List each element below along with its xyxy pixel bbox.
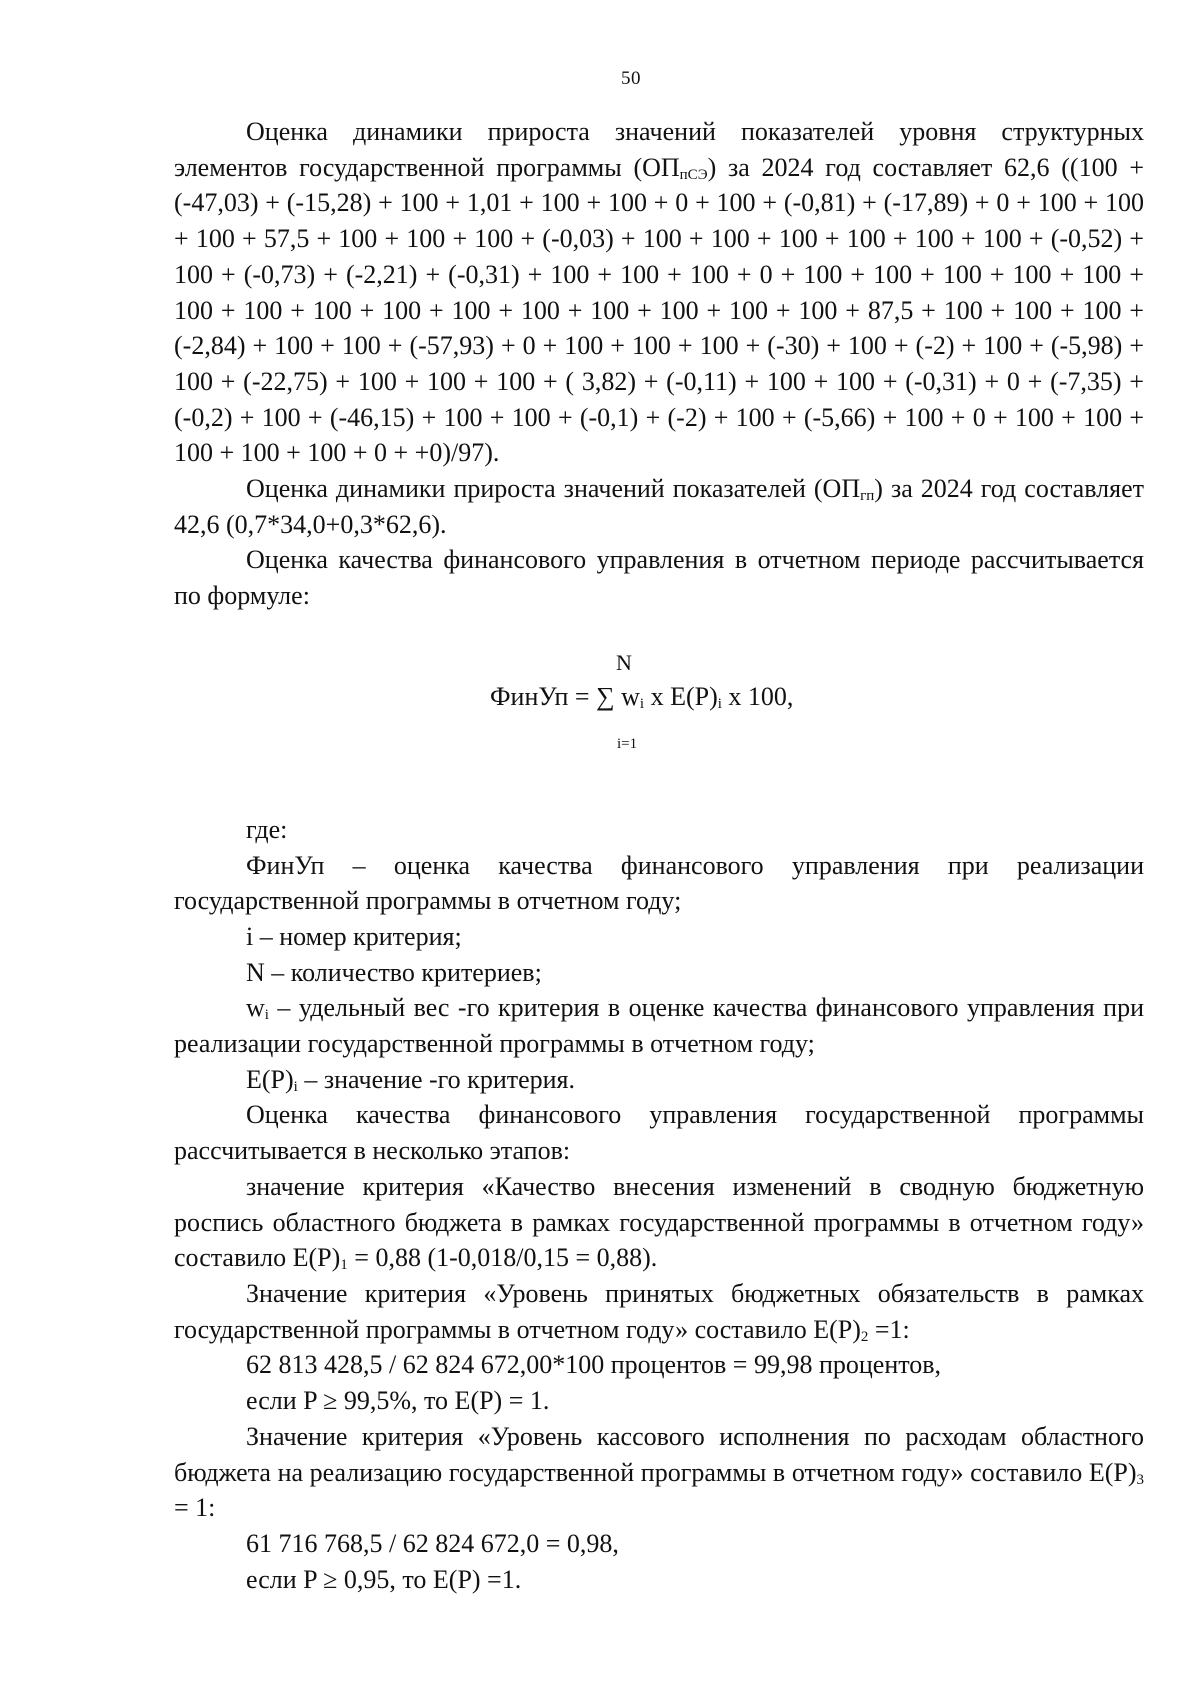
- formula-rhs: x 100,: [721, 681, 794, 711]
- definition-n: N – количество критериев;: [246, 957, 542, 987]
- paragraph-dynamics-program: [174, 471, 1144, 542]
- paragraph-dynamics-structural: [174, 114, 1144, 471]
- subscript: гп: [860, 488, 875, 505]
- text: значение критерия «Качество внесения изменений в сводную бюджетную роспись областного бюджета в рамках государственной программы в отчетном году» составило E(P): [174, 1171, 1144, 1273]
- calculation-criterion-2: 62 813 428,5 / 62 824 672,00*100 процентов = 99,98 процентов,: [246, 1350, 942, 1380]
- text: =1:: [868, 1314, 910, 1344]
- paragraph-formula-intro: Оценка качества финансового управления в отчетном периоде рассчитывается по формуле:: [174, 545, 1144, 611]
- subscript: i: [717, 695, 722, 712]
- definition-wi: [174, 990, 1144, 1061]
- formula-mid: x E(P): [644, 681, 718, 711]
- paragraph-criterion-1: [174, 1169, 1144, 1276]
- text: Оценка динамики прироста значений показателей уровня структурных элементов государственной программы (ОП: [174, 117, 1144, 182]
- text: ) за 2024 год составляет 62,6 ((100 + (-47,03) + (-15,28) + 100 + 1,01 + 100 + 100 + 0 + 100 + (-0,81) + (-17,89) + 0 + 100 + 100 + 100 + 57,5 + 100 + 100 + 100 + (-0,03) + 100 + 100 + 100 + 100 + 100 + 100 + (-0,52) + 100 + (-0,73) + (-2,21) + (-0,31) + 100 + 100 + 100 + 0 + 100 + 100 + 100 + 100 + 100 + 100 + 100 + 100 + 100 + 100 + 100 + 100 + 100 + 100 + 100 + 87,5 + 100 + 100 + 100 + (-2,84) + 100 + 100 + (-57,93) + 0 + 100 + 100 + 100 + (-30) + 100 + (-2) + 100 + (-5,98) + 100 + (-22,75) + 100 + 100 + 100 + ( 3,82) + (-0,11) + 100 + 100 + (-0,31) + 0 + (-7,35) + (-0,2) + 100 + (-46,15) + 100 + 100 + (-0,1) + (-2) + 100 + (-5,66) + 100 + 0 + 100 + 100 + 100 + 100 + 100 + 0 + +0)/97).: [174, 152, 1144, 468]
- subscript: 2: [860, 1328, 869, 1345]
- paragraph-criterion-3: [174, 1419, 1144, 1526]
- subscript: 1: [340, 1257, 348, 1274]
- text: Значение критерия «Уровень кассового исполнения по расходам областного бюджета на реализацию государственной программы в отчетном году» составило E(P): [174, 1421, 1144, 1487]
- subscript: 3: [1136, 1471, 1144, 1488]
- definition-i: i – номер критерия;: [246, 921, 462, 951]
- subscript: i: [264, 1007, 269, 1024]
- text: Значение критерия «Уровень принятых бюджетных обязательств в рамках государственной программы в отчетном году» составило E(P): [174, 1278, 1144, 1344]
- formula-lhs: ФинУп = ∑ w: [490, 681, 640, 711]
- text: E(P): [246, 1064, 294, 1094]
- condition-criterion-2: если P ≥ 99,5%, то E(P) = 1.: [246, 1386, 550, 1416]
- subscript: i: [293, 1078, 298, 1095]
- text: = 1:: [174, 1493, 216, 1523]
- formula-finup: [174, 614, 1144, 812]
- formula-main-line: [490, 682, 793, 712]
- condition-criterion-3: если P ≥ 0,95, то E(P) =1.: [246, 1564, 522, 1594]
- text: ) за 2024 год составляет 42,6 (0,7*34,0+0,3*62,6).: [174, 474, 1144, 539]
- calculation-criterion-3: 61 716 768,5 / 62 824 672,0 = 0,98,: [246, 1528, 619, 1558]
- text: – удельный вес -го критерия в оценке качества финансового управления при реализации государственной программы в отчетном году;: [174, 993, 1144, 1059]
- paragraph-criterion-2: [174, 1276, 1144, 1347]
- definition-finup: ФинУп – оценка качества финансового управления при реализации государственной программы в отчетном году;: [174, 850, 1144, 916]
- subscript: i: [639, 695, 645, 712]
- definition-epi: [174, 1062, 1144, 1098]
- text: w: [246, 993, 265, 1023]
- text: – значение -го критерия.: [297, 1064, 576, 1094]
- subscript: пСЭ: [679, 166, 708, 183]
- formula-sum-lower-limit: i=1: [617, 735, 638, 752]
- page-number: 50: [621, 68, 641, 89]
- paragraph-stages: Оценка качества финансового управления государственной программы рассчитывается в несколько этапов:: [174, 1100, 1144, 1166]
- text: Оценка динамики прироста значений показателей (ОП: [246, 474, 861, 504]
- text: = 0,88 (1-0,018/0,15 = 0,88).: [347, 1243, 658, 1273]
- formula-sum-upper-limit: N: [616, 649, 632, 675]
- page-content: [174, 114, 1144, 1597]
- paragraph-where: где:: [246, 814, 288, 844]
